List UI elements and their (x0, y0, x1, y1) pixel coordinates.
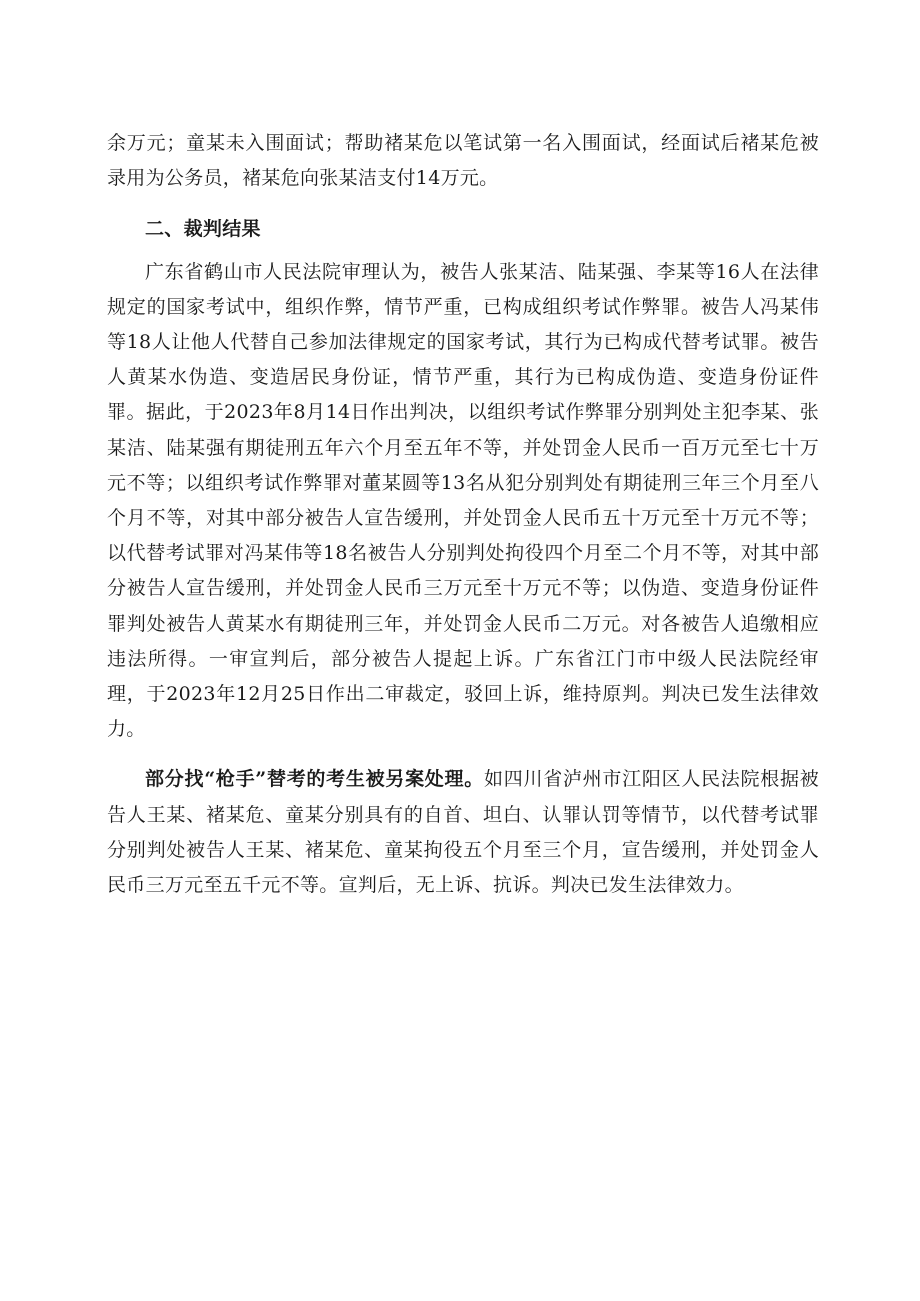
section-heading: 二、裁判结果 (145, 218, 261, 241)
document-page (107, 126, 819, 903)
continuation-paragraph: 余万元；童某未入围面试；帮助褚某危以笔试第一名入围面试，经面试后褚某危被录用为公务员，褚某危向张某洁支付14万元。 (107, 132, 819, 190)
final-paragraph (107, 762, 819, 903)
final-paragraph-body: 如四川省泸州市江阳区人民法院根据被告人王某、褚某危、童某分别具有的自首、坦白、认罪认罚等情节，以代替考试罪分别判处被告人王某、褚某危、童某拘役五个月至三个月，宣告缓刑，并处罚金人民币三万元至五千元不等。宣判后，无上诉、抗诉。判决已发生法律效力。 (107, 768, 819, 897)
judgment-paragraph: 广东省鹤山市人民法院审理认为，被告人张某洁、陆某强、李某等16人在法律规定的国家考试中，组织作弊，情节严重，已构成组织考试作弊罪。被告人冯某伟等18人让他人代替自己参加法律规定的国家考试，其行为已构成代替考试罪。被告人黄某水伪造、变造居民身份证，情节严重，其行为已构成伪造、变造身份证件罪。据此，于2023年8月14日作出判决，以组织考试作弊罪分别判处主犯李某、张某洁、陆某强有期徒刑五年六个月至五年不等，并处罚金人民币一百万元至七十万元不等；以组织考试作弊罪对董某圆等13名从犯分别判处有期徒刑三年三个月至八个月不等，对其中部分被告人宣告缓刑，并处罚金人民币五十万元至十万元不等；以代替考试罪对冯某伟等18名被告人分别判处拘役四个月至二个月不等，对其中部分被告人宣告缓刑，并处罚金人民币三万元至十万元不等；以伪造、变造身份证件罪判处被告人黄某水有期徒刑三年，并处罚金人民币二万元。对各被告人追缴相应违法所得。一审宣判后，部分被告人提起上诉。广东省江门市中级人民法院经审理，于2023年12月25日作出二审裁定，驳回上诉，维持原判。判决已发生法律效力。 (107, 260, 819, 741)
final-paragraph-lead: 部分找“枪手”替考的考生被另案处理。 (145, 768, 485, 791)
